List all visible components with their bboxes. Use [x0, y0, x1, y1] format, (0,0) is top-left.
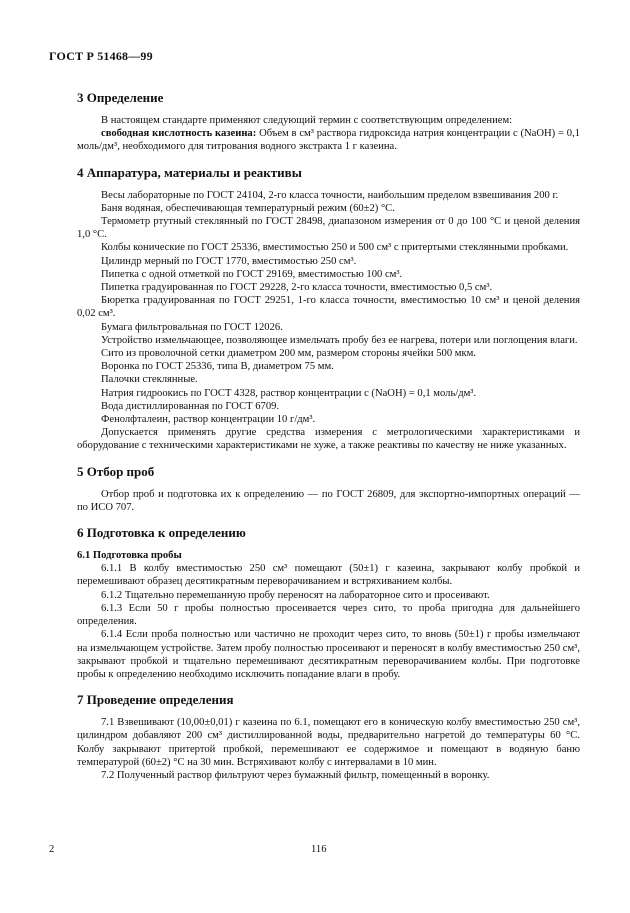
section-preparation: [77, 525, 580, 681]
paragraph: Пипетка градуированная по ГОСТ 29228, 2-го класса точности, вместимостью 0,5 см³.: [101, 282, 493, 294]
paragraph: Цилиндр мерный по ГОСТ 1770, вместимостью 250 см³.: [101, 255, 357, 267]
paragraph: Бюретка градуированная по ГОСТ 29251, 1-го класса точности, вместимостью 10 см³ и ценой деления 0,02 см³.: [77, 295, 580, 320]
paragraph: Колбы конические по ГОСТ 25336, вместимостью 250 и 500 см³ с притертыми стеклянными пробками.: [101, 242, 569, 254]
paragraph: Допускается применять другие средства измерения с метрологическими характеристиками и оборудование с техническими характеристиками не хуже, а также реактивы по качеству не ниже указанных.: [77, 427, 580, 452]
paragraph: Пипетка с одной отметкой по ГОСТ 29169, вместимостью 100 см³.: [101, 268, 403, 280]
section-title: 7 Проведение определения: [77, 692, 234, 708]
page-number-left: 2: [49, 844, 55, 855]
term-definition: Объем в см³ раствора гидроксида натрия концентрации c (NaOH) = 0,1 моль/дм³, необходимого для титрования водного экстракта 1 г казеина.: [77, 128, 580, 153]
paragraph: Сито из проволочной сетки диаметром 200 мм, размером стороны ячейки 500 мкм.: [101, 348, 476, 360]
paragraph: Натрия гидроокись по ГОСТ 4328, раствор концентрации c (NaOH) = 0,1 моль/дм³.: [101, 387, 477, 399]
paragraph: 7.2 Полученный раствор фильтруют через бумажный фильтр, помещенный в воронку.: [101, 769, 490, 781]
section-title: 4 Аппаратура, материалы и реактивы: [77, 164, 302, 180]
paragraph-term: [77, 127, 580, 153]
document-header: ГОСТ Р 51468—99: [49, 49, 153, 63]
paragraph: В настоящем стандарте применяют следующий термин с соответствующим определением:: [101, 115, 513, 126]
page-number-center: 116: [311, 844, 327, 855]
paragraph: Устройство измельчающее, позволяющее измельчать пробу без ее нагрева, потери или поглощения влаги.: [101, 334, 578, 346]
paragraph: 6.1.3 Если 50 г пробы полностью просеивается через сито, то проба пригодна для дальнейшего определения.: [77, 602, 580, 628]
document-body: [77, 90, 580, 793]
section-title: 6 Подготовка к определению: [77, 525, 246, 541]
paragraph: Баня водяная, обеспечивающая температурный режим (60±2) °С.: [101, 202, 395, 214]
paragraph: 6.1.4 Если проба полностью или частично не проходит через сито, то вновь (50±1) г пробы измельчают на измельчающем устройстве. Затем пробу полностью просеивают и переносят в колбу вместимостью 250 см³, закрывают пробкой и тщательно перемешивают десятикратным переворачиванием колбы. При подготовке пробы к определению необходимо исключить попадание влаги в пробу.: [77, 629, 580, 680]
section-procedure: [77, 692, 580, 782]
paragraph: Воронка по ГОСТ 25336, типа В, диаметром 75 мм.: [101, 361, 334, 373]
paragraph: Палочки стеклянные.: [101, 374, 198, 386]
section-sampling: [77, 464, 580, 514]
section-definition: [77, 90, 580, 154]
term: свободная кислотность казеина:: [101, 128, 257, 140]
paragraph: Фенолфталеин, раствор концентрации 10 г/дм³.: [101, 414, 316, 426]
subsection-title: 6.1 Подготовка пробы: [77, 550, 182, 562]
paragraph: Отбор проб и подготовка их к определению — по ГОСТ 26809, для экспортно-импортных операций — по ИСО 707.: [77, 488, 580, 513]
paragraph: Весы лабораторные по ГОСТ 24104, 2-го класса точности, наибольшим пределом взвешивания 200 г.: [101, 189, 559, 201]
paragraph: 7.1 Взвешивают (10,00±0,01) г казеина по 6.1, помещают его в коническую колбу вместимостью 250 см³, цилиндром добавляют 200 см³ дистиллированной воды, предварительно нагретой до температуры 60 °С. Колбу закрывают притертой пробкой, перемешивают ее содержимое и помещают в водяную баню температурой (60±2) °С на 30 мин. Встряхивают колбу с интервалами в 10 мин.: [77, 717, 580, 768]
section-title: 5 Отбор проб: [77, 463, 155, 479]
paragraph: Термометр ртутный стеклянный по ГОСТ 28498, диапазоном измерения от 0 до 100 °С и ценой деления 1,0 °С.: [77, 216, 580, 241]
section-equipment: [77, 165, 580, 453]
section-title: 3 Определение: [77, 90, 164, 105]
paragraph: 6.1.1 В колбу вместимостью 250 см³ помещают (50±1) г казеина, закрывают колбу пробкой и перемешивают образец десятикратным переворачиванием и встряхиванием колбы.: [77, 563, 580, 588]
paragraph: Вода дистиллированная по ГОСТ 6709.: [101, 400, 280, 412]
paragraph: 6.1.2 Тщательно перемешанную пробу переносят на лабораторное сито и просеивают.: [101, 589, 490, 601]
paragraph: Бумага фильтровальная по ГОСТ 12026.: [101, 321, 283, 333]
